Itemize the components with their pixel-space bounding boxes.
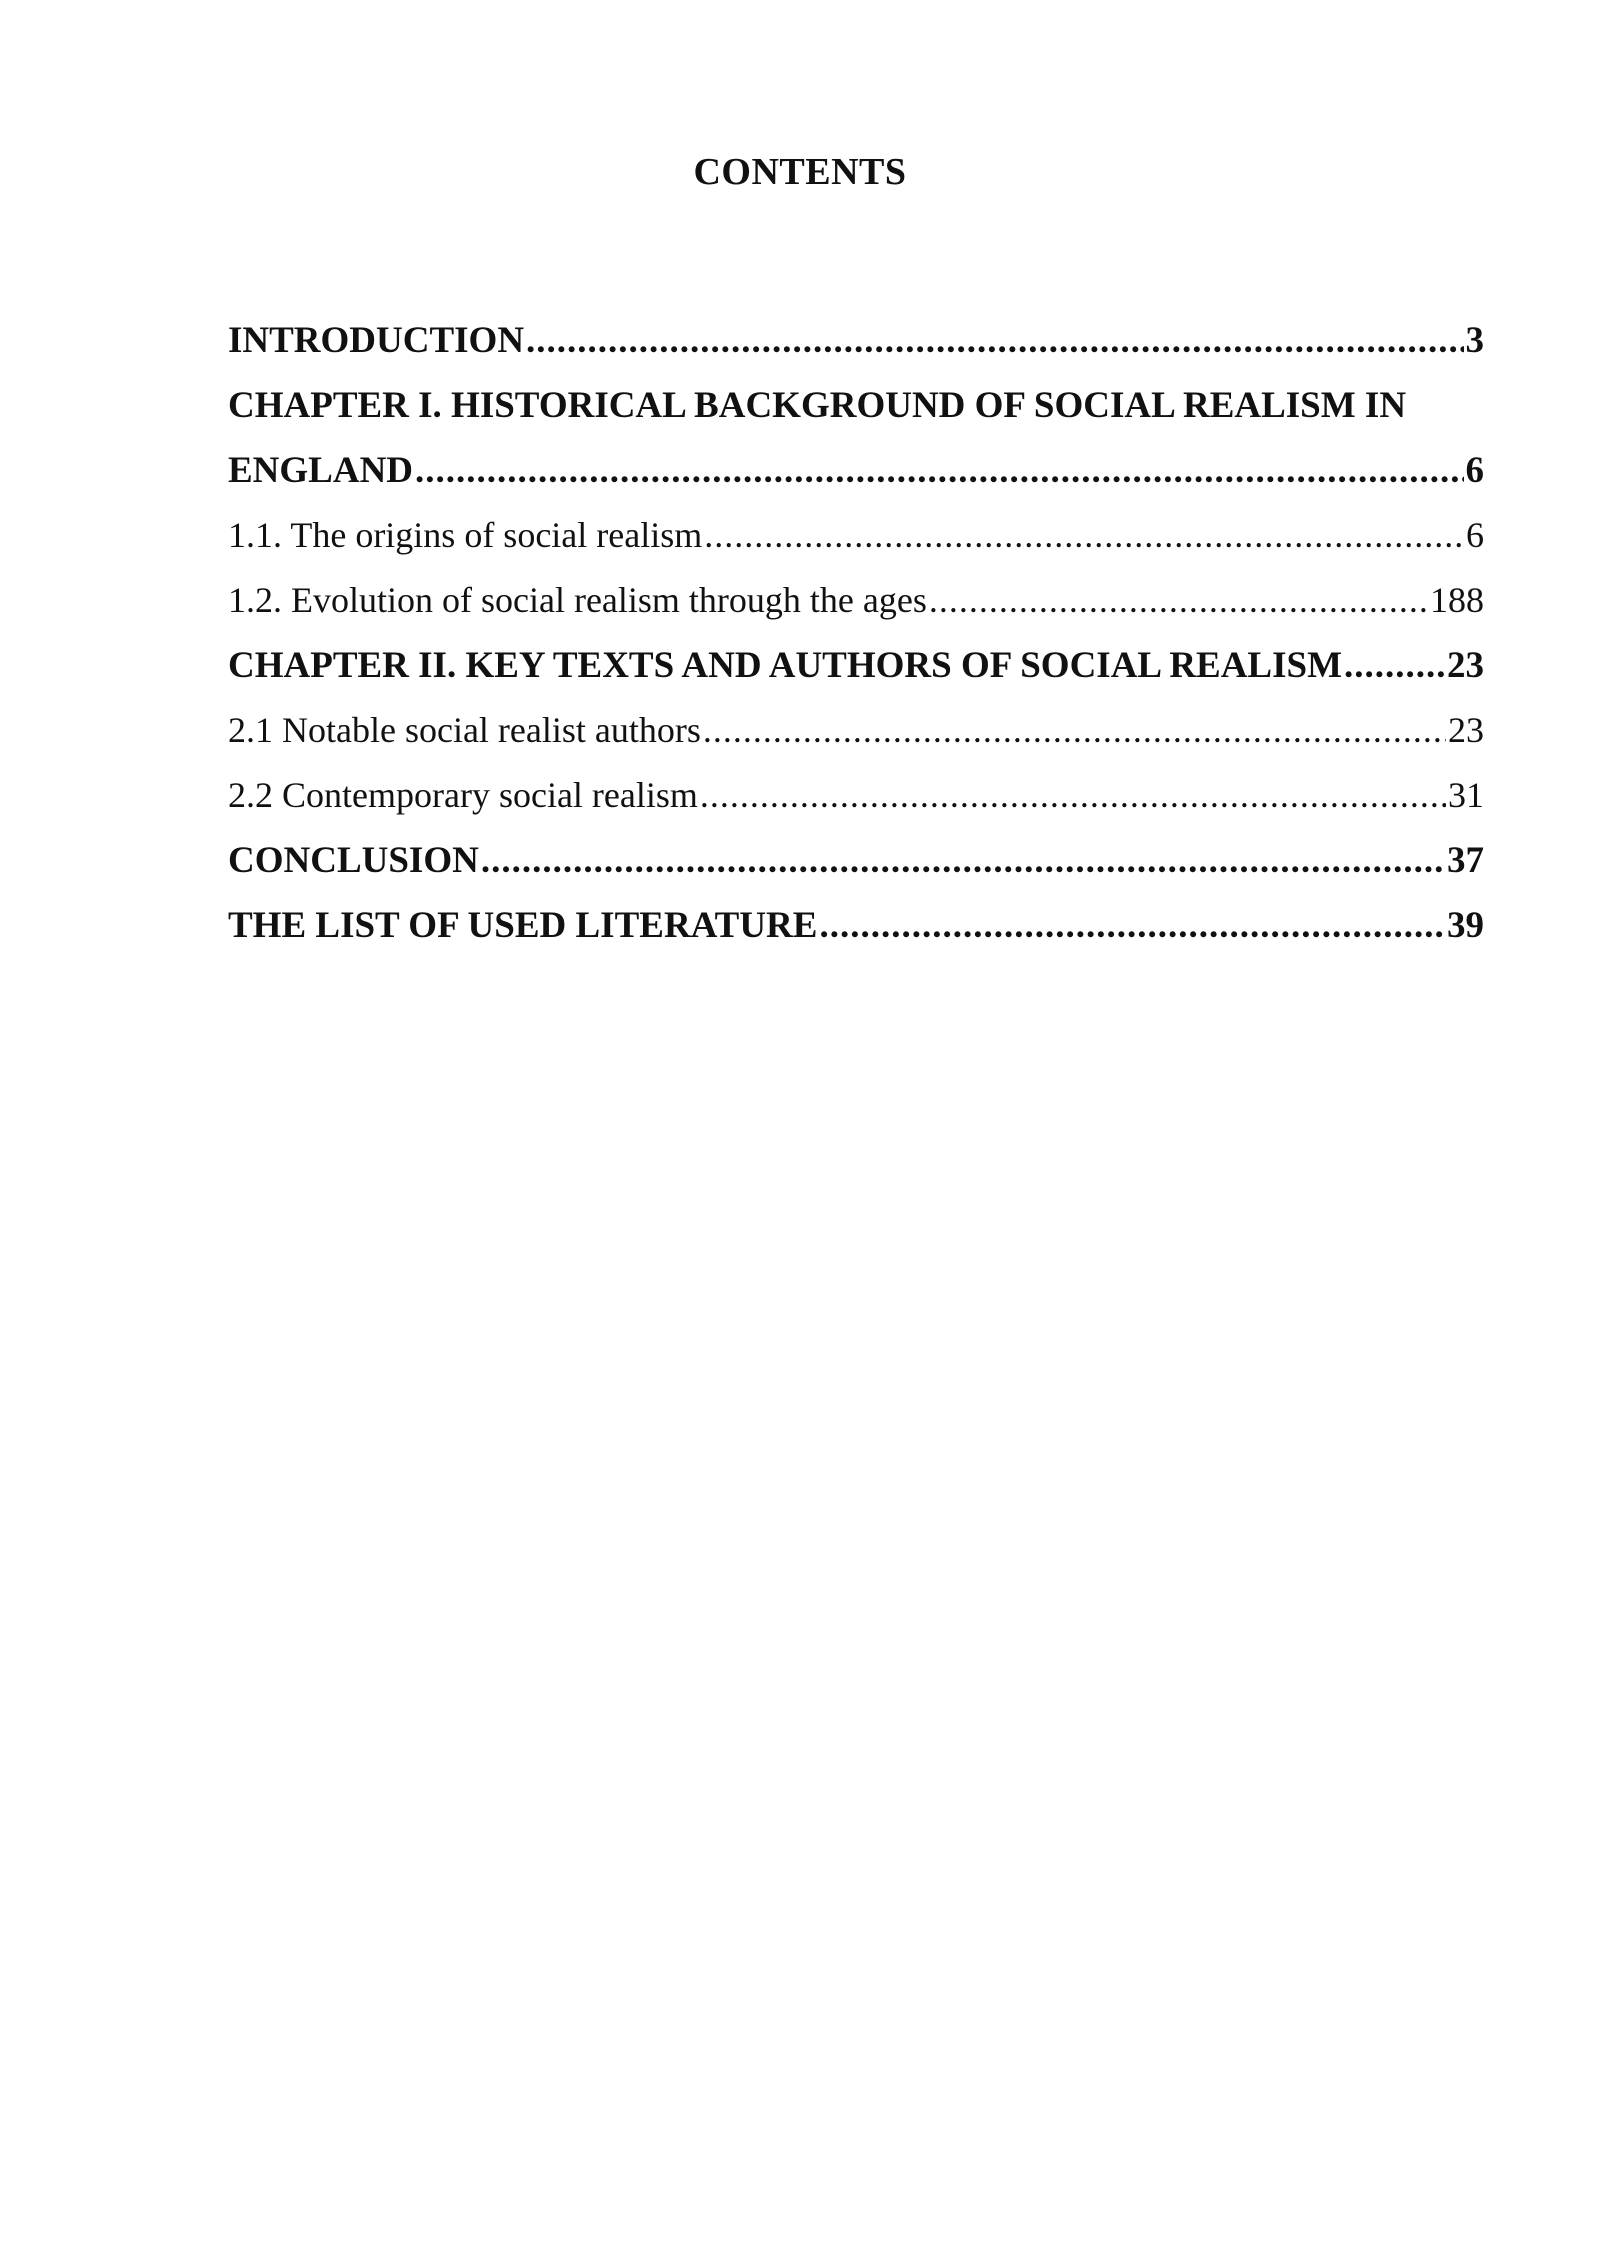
dot-leader	[819, 893, 1445, 958]
dot-leader	[415, 438, 1463, 503]
toc-entry-label: INTRODUCTION	[228, 320, 525, 361]
toc-page-number: 6	[1466, 515, 1484, 555]
dot-leader	[704, 503, 1464, 568]
toc-entry-label: CHAPTER I. HISTORICAL BACKGROUND OF SOCIAL REALISM IN	[228, 385, 1407, 426]
dot-leader	[526, 308, 1463, 373]
toc-entry-literature	[228, 893, 1484, 958]
toc-page-number: 23	[1448, 710, 1484, 750]
toc-page-number: 23	[1447, 645, 1484, 686]
toc-entry-label: CONCLUSION	[228, 840, 479, 881]
toc-page-number: 31	[1448, 775, 1484, 815]
toc-entry-label: 1.1. The origins of social realism	[228, 515, 703, 555]
toc-entry-section-2-2	[228, 763, 1484, 828]
dot-leader	[1344, 633, 1445, 698]
page-title: CONTENTS	[693, 151, 907, 193]
toc-entry-label: 2.2 Contemporary social realism	[228, 775, 698, 815]
toc-entry-introduction	[228, 308, 1484, 373]
toc-entry-chapter-1-heading	[228, 373, 1484, 438]
table-of-contents	[228, 308, 1484, 958]
toc-page-number: 37	[1447, 840, 1484, 881]
dot-leader	[700, 763, 1446, 828]
toc-entry-section-1-1	[228, 503, 1484, 568]
toc-entry-chapter-1	[228, 438, 1484, 503]
toc-page-number: 6	[1465, 450, 1484, 491]
toc-entry-label: CHAPTER II. KEY TEXTS AND AUTHORS OF SOCIAL REALISM	[228, 645, 1343, 686]
toc-page-number: 3	[1465, 320, 1484, 361]
dot-leader	[481, 828, 1445, 893]
toc-entry-chapter-2	[228, 633, 1484, 698]
toc-entry-conclusion	[228, 828, 1484, 893]
dot-leader	[703, 698, 1446, 763]
toc-entry-section-1-2	[228, 568, 1484, 633]
toc-entry-label: 1.2. Evolution of social realism through the ages	[228, 580, 927, 620]
toc-entry-label: 2.1 Notable social realist authors	[228, 710, 701, 750]
dot-leader	[929, 568, 1428, 633]
toc-page-number: 188	[1430, 580, 1484, 620]
toc-entry-section-2-1	[228, 698, 1484, 763]
toc-entry-label: THE LIST OF USED LITERATURE	[228, 905, 818, 946]
toc-page-number: 39	[1447, 905, 1484, 946]
toc-entry-label: ENGLAND	[228, 450, 414, 491]
